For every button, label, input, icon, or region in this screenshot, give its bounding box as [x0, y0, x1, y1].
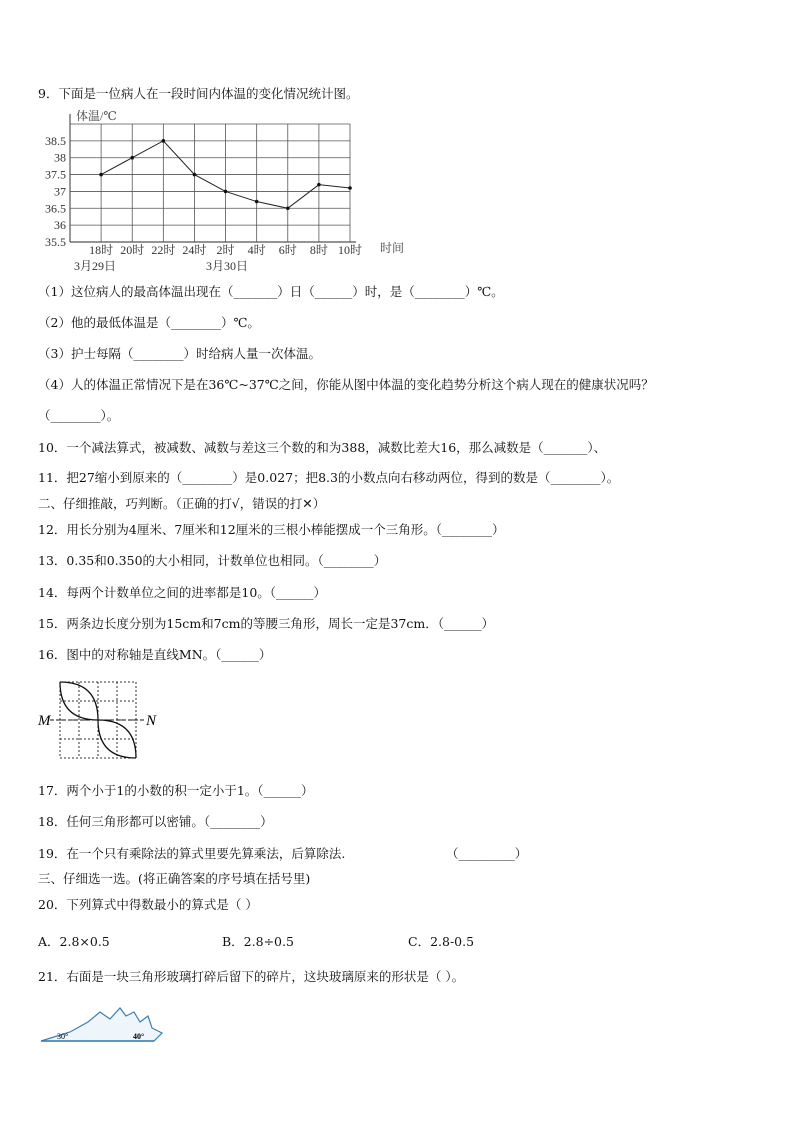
q16: 16．图中的对称轴是直线MN。（______）: [38, 647, 272, 662]
q19-blank: （_________）: [446, 846, 528, 861]
chart-xlabel: 时间: [380, 241, 405, 255]
x-tick-label: 18时: [89, 243, 114, 257]
q11: 11．把27缩小到原来的（________）是0.027；把8.3的小数点向右移动两位，得到的数是（________）。: [38, 470, 620, 485]
section-3-heading: 三、仔细选一选。(将正确答案的序号填在括号里): [38, 871, 311, 886]
x-tick-label: 20时: [120, 243, 145, 257]
temperature-line-chart: [30, 106, 430, 281]
q20: 20．下列算式中得数最小的算式是（ ）: [38, 897, 258, 912]
q18: 18．任何三角形都可以密铺。（________）: [38, 814, 273, 829]
data-point: [255, 200, 259, 204]
data-point: [99, 173, 103, 177]
q10: 10．一个减法算式，被减数、减数与差这三个数的和为388，减数比差大16，那么减数是（_______）、: [38, 440, 607, 455]
label-m: M: [38, 713, 51, 729]
x-tick-label: 6时: [278, 243, 297, 257]
date-label-0: 3月29日: [74, 259, 117, 273]
q9-sub2: （2）他的最低体温是（________）℃。: [38, 315, 260, 330]
q20-option-b: B．2.8÷0.5: [222, 934, 294, 949]
chart-y-ticks: [45, 134, 66, 249]
glass-fragment-figure: [38, 1002, 168, 1048]
q17: 17．两个小于1的小数的积一定小于1。（______）: [38, 783, 314, 798]
data-point: [130, 156, 134, 160]
x-tick-label: 2时: [216, 243, 235, 257]
chart-x-ticks: [89, 242, 362, 257]
label-n: N: [146, 713, 157, 729]
x-tick-label: 8时: [309, 243, 328, 257]
q20-option-c: C．2.8-0.5: [408, 934, 475, 949]
date-label-1: 3月30日: [206, 259, 249, 273]
data-point: [224, 190, 228, 194]
section-2-heading: 二、仔细推敲，巧判断。（正确的打√，错误的打✕）: [38, 496, 326, 511]
x-tick-label: 4时: [247, 243, 266, 257]
chart-grid: [70, 114, 356, 242]
q15: 15．两条边长度分别为15cm和7cm的等腰三角形，周长一定是37cm．（______）: [38, 616, 494, 631]
q14: 14．每两个计数单位之间的进率都是10。（______）: [38, 585, 327, 600]
q9-sub4: （4）人的体温正常情况下是在36℃~37℃之间，你能从图中体温的变化趋势分析这个病人现在的健康状况吗？: [38, 377, 654, 392]
data-point: [286, 206, 290, 210]
x-tick-label: 24时: [182, 243, 207, 257]
data-point: [317, 183, 321, 187]
angle-right-label: 40°: [133, 1032, 145, 1041]
y-tick-label: 36: [54, 218, 66, 233]
chart-ylabel: 体温/℃: [76, 109, 117, 123]
y-tick-label: 38: [54, 150, 66, 165]
y-tick-label: 37: [54, 184, 66, 199]
x-tick-label: 22时: [151, 243, 176, 257]
x-tick-label: 10时: [337, 243, 363, 257]
q12: 12．用长分别为4厘米、7厘米和12厘米的三根小棒能摆成一个三角形。（________）: [38, 522, 505, 537]
y-tick-label: 36.5: [45, 201, 66, 216]
data-point: [348, 186, 352, 190]
y-tick-label: 35.5: [45, 235, 66, 249]
angle-left-label: 30°: [57, 1032, 69, 1041]
q20-option-a: A．2.8×0.5: [38, 934, 110, 949]
q19: 19．在一个只有乘除法的算式里要先算乘法，后算除法.: [38, 846, 346, 861]
q9-sub1: （1）这位病人的最高体温出现在（_______）日（______）时，是（________）℃。: [38, 284, 504, 299]
q9-sub4-blank: （________）。: [38, 408, 120, 423]
data-point: [193, 173, 197, 177]
q9-title: 9．下面是一位病人在一段时间内体温的变化情况统计图。: [38, 86, 359, 101]
y-tick-label: 37.5: [45, 167, 66, 182]
y-tick-label: 38.5: [45, 133, 66, 148]
q21: 21．右面是一块三角形玻璃打碎后留下的碎片，这块玻璃原来的形状是（ ）。: [38, 969, 465, 984]
q9-sub3: （3）护士每隔（________）时给病人量一次体温。: [38, 346, 321, 361]
q13: 13．0.35和0.350的大小相同，计数单位也相同。（________）: [38, 553, 387, 568]
data-point: [162, 139, 166, 143]
symmetry-figure: [36, 676, 176, 766]
